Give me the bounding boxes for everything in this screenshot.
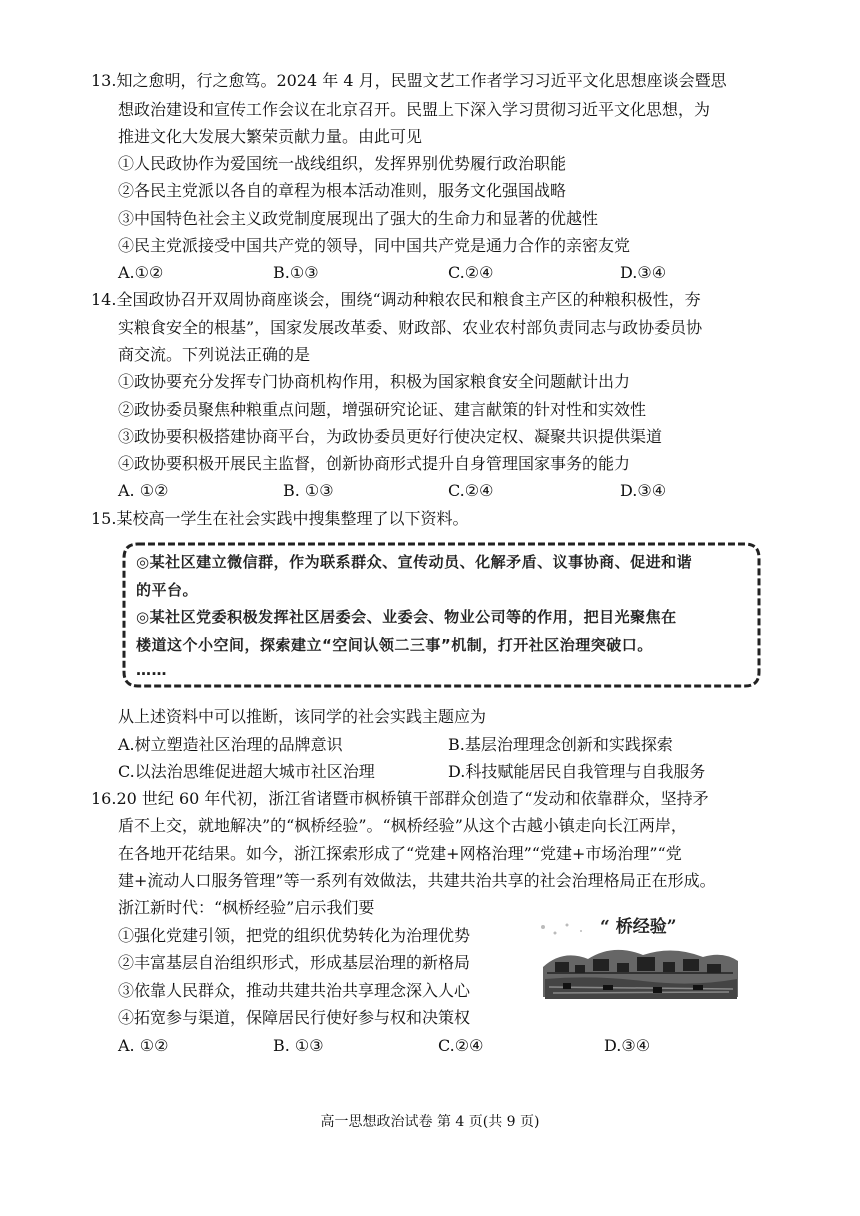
q15-option-b: B.基层治理理念创新和实践探索 <box>448 735 673 754</box>
q16-option-a: A. ①② <box>118 1036 169 1055</box>
q16-option-d: D.③④ <box>604 1036 651 1055</box>
q13-option-a: A.①② <box>118 263 164 282</box>
q16-stem-line-2: 盾不上交，就地解决”的“枫桥经验”。“枫桥经验”从这个古越小镇走向长江两岸， <box>118 816 687 835</box>
q13-item-2: ②各民主党派以各自的章程为根本活动准则，服务文化强国战略 <box>118 181 567 200</box>
q13-stem-line-3: 推进文化大发展大繁荣贡献力量。由此可见 <box>118 127 423 146</box>
q16-item-1: ①强化党建引领，把党的组织优势转化为治理优势 <box>118 926 471 945</box>
q13-option-d: D.③④ <box>620 263 667 282</box>
q13-item-3: ③中国特色社会主义政党制度展现出了强大的生命力和显著的优越性 <box>118 209 599 228</box>
q16-option-b: B. ①③ <box>273 1036 324 1055</box>
q15-box-line-1: ◎某社区建立微信群，作为联系群众、宣传动员、化解矛盾、议事协商、促进和谐 <box>136 553 693 571</box>
q16-stem-line-5: 浙江新时代：“枫桥经验”启示我们要 <box>118 898 375 917</box>
q13-stem-line-2: 想政治建设和宣传工作会议在北京召开。民盟上下深入学习贯彻习近平文化思想，为 <box>118 100 711 119</box>
q16-item-4: ④拓宽参与渠道，保障居民行使好参与权和决策权 <box>118 1008 471 1027</box>
q13-option-b: B.①③ <box>273 263 319 282</box>
q15-box-line-4: 楼道这个小空间，探索建立“空间认领二三事”机制，打开社区治理突破口。 <box>136 636 653 654</box>
q14-option-b: B. ①③ <box>283 481 334 500</box>
q15-option-a: A.树立塑造社区治理的品牌意识 <box>118 735 343 754</box>
q13-item-1: ①人民政协作为爱国统一战线组织，发挥界别优势履行政治职能 <box>118 154 567 173</box>
q13-option-c: C.②④ <box>448 263 494 282</box>
q14-item-3: ③政协要积极搭建协商平台，为政协委员更好行使决定权、凝聚共识提供渠道 <box>118 427 663 446</box>
q15-stem: 15.某校高一学生在社会实践中搜集整理了以下资料。 <box>91 509 469 528</box>
q15-box-line-5: …… <box>136 661 167 679</box>
q14-stem-line-3: 商交流。下列说法正确的是 <box>118 345 311 364</box>
q14-option-c: C.②④ <box>448 481 494 500</box>
q14-item-1: ①政协要充分发挥专门协商机构作用，积极为国家粮食安全问题献计出力 <box>118 372 631 391</box>
q16-stem-line-3: 在各地开花结果。如今，浙江探索形成了“党建+网格治理”“党建+市场治理”“党 <box>118 844 682 863</box>
q14-item-2: ②政协委员聚焦种粮重点问题，增强研究论证、建言献策的针对性和实效性 <box>118 400 647 419</box>
page-footer: 高一思想政治试卷 第 4 页(共 9 页) <box>320 1114 540 1130</box>
q16-item-3: ③依靠人民群众，推动共建共治共享理念深入人心 <box>118 981 471 1000</box>
q15-option-d: D.科技赋能居民自我管理与自我服务 <box>448 762 706 781</box>
q15-box-line-2: 的平台。 <box>136 581 199 599</box>
q13-item-4: ④民主党派接受中国共产党的领导，同中国共产党是通力合作的亲密友党 <box>118 236 631 255</box>
fengqiao-image-caption: “ 桥经验” <box>600 917 677 937</box>
q16-option-c: C.②④ <box>438 1036 484 1055</box>
q16-item-2: ②丰富基层自治组织形式，形成基层治理的新格局 <box>118 953 471 972</box>
q14-option-d: D.③④ <box>620 481 667 500</box>
q14-option-a: A. ①② <box>118 481 169 500</box>
q16-stem-line-1: 16.20 世纪 60 年代初，浙江省诸暨市枫桥镇干部群众创造了“发动和依靠群众，坚持矛 <box>91 789 709 808</box>
q15-question: 从上述资料中可以推断，该同学的社会实践主题应为 <box>118 707 487 726</box>
q14-item-4: ④政协要积极开展民主监督，创新协商形式提升自身管理国家事务的能力 <box>118 454 631 473</box>
q14-stem-line-2: 实粮食安全的根基”，国家发展改革委、财政部、农业农村部负责同志与政协委员协 <box>118 318 703 337</box>
q14-stem-line-1: 14.全国政协召开双周协商座谈会，围绕“调动种粮农民和粮食主产区的种粮积极性，夯 <box>91 290 701 309</box>
q16-stem-line-4: 建+流动人口服务管理”等一系列有效做法，共建共治共享的社会治理格局正在形成。 <box>118 871 716 890</box>
q15-box-line-3: ◎某社区党委积极发挥社区居委会、业委会、物业公司等的作用，把目光聚焦在 <box>136 608 677 626</box>
q13-stem-line-1: 13.知之愈明，行之愈笃。2024 年 4 月，民盟文艺工作者学习习近平文化思想座谈会暨思 <box>91 71 727 90</box>
q15-option-c: C.以法治思维促进超大城市社区治理 <box>118 762 375 781</box>
